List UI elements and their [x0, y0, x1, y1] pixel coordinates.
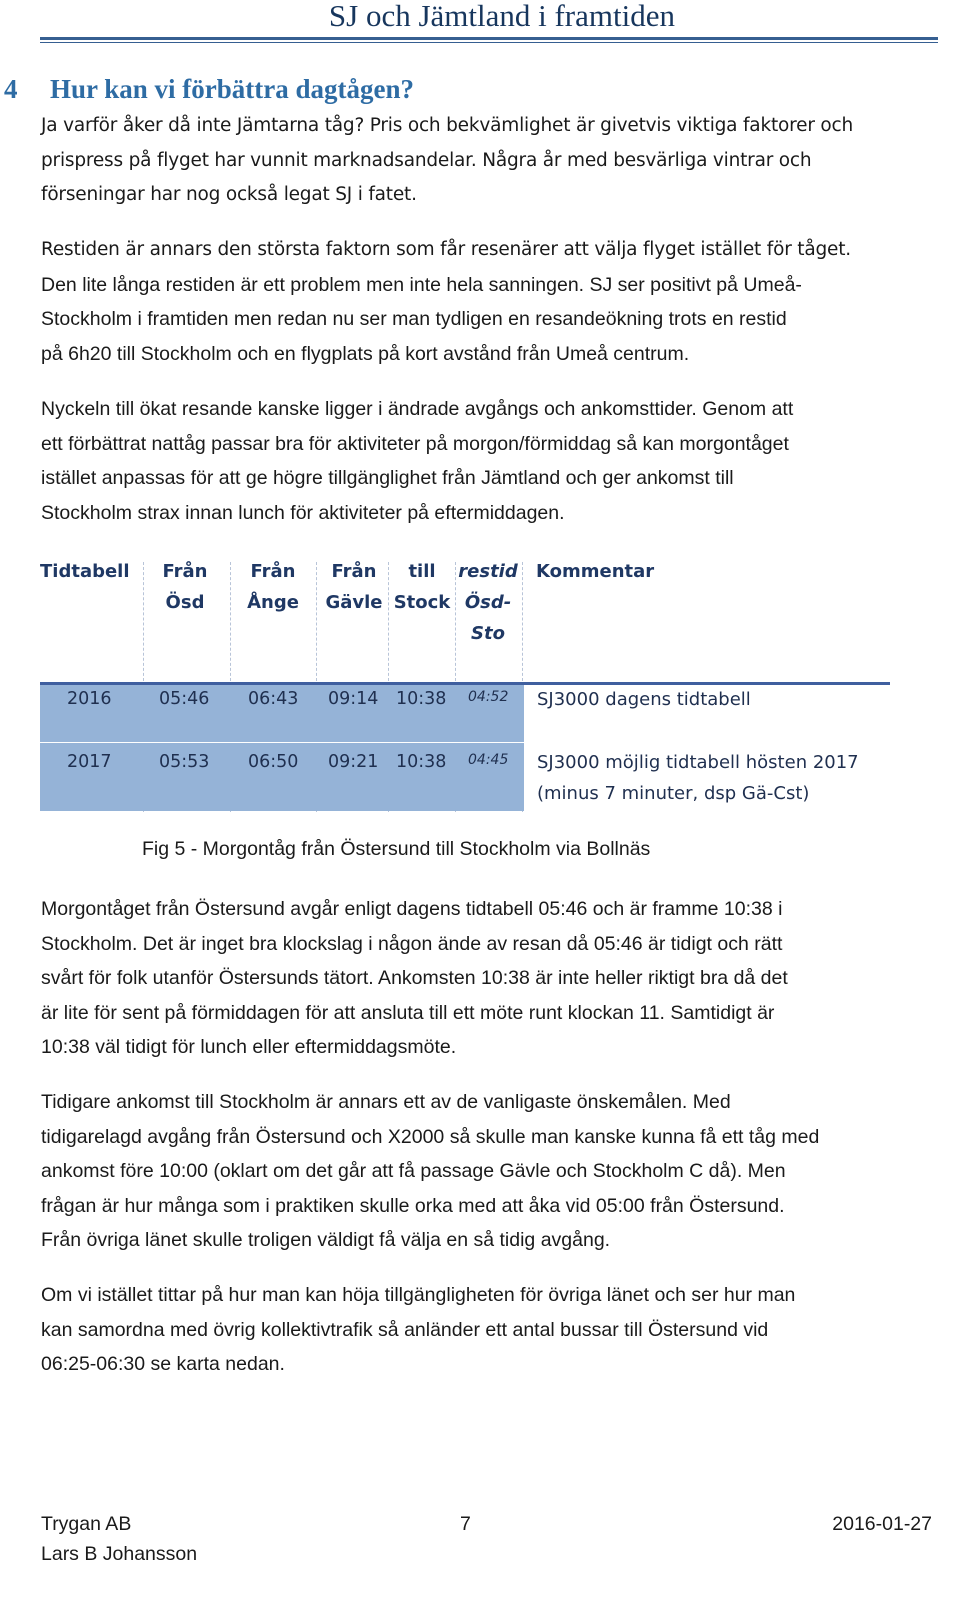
paragraph-4 — [41, 892, 941, 1065]
text-line: svårt för folk utanför Östersunds tätort. Ankomsten 10:38 är inte heller riktigt bra då det — [41, 967, 788, 990]
cell-stock: 10:38 — [396, 752, 447, 772]
cell-gavle: 09:14 — [328, 689, 379, 709]
cell-restid: 04:52 — [468, 689, 509, 705]
header-restid — [457, 556, 519, 649]
paragraph-5 — [41, 1085, 941, 1258]
header-line: Ånge — [247, 592, 299, 613]
header-line: Från — [162, 561, 208, 582]
text-line: Ja varför åker då inte Jämtarna tåg? Pris och bekvämlighet är givetvis viktiga faktorer och — [41, 115, 854, 136]
cell-ange: 06:43 — [248, 689, 299, 709]
header-line: Gävle — [325, 592, 383, 613]
text-line: Restiden är annars den största faktorn som får resenärer att välja flyget istället för tåget. — [41, 239, 851, 260]
text-line: 06:25-06:30 se karta nedan. — [41, 1353, 285, 1376]
text-line: Från övriga länet skulle troligen väldigt få välja en så tidig avgång. — [41, 1229, 611, 1252]
paragraph-1 — [41, 109, 941, 213]
paragraph-6 — [41, 1278, 941, 1382]
cell-ange: 06:50 — [248, 752, 299, 772]
page-header-title: SJ och Jämtland i framtiden — [328, 0, 675, 33]
text-line: Om vi istället tittar på hur man kan höja tillgängligheten för övriga länet och ser hur man — [41, 1284, 796, 1306]
cell-restid: 04:45 — [468, 752, 509, 768]
footer-page-number: 7 — [460, 1513, 471, 1535]
text-line: Tidigare ankomst till Stockholm är annars ett av de vanligaste önskemålen. Med — [41, 1091, 731, 1113]
paragraph-3 — [41, 392, 941, 530]
timetable-figure — [40, 556, 892, 816]
header-kommentar: Kommentar — [536, 561, 655, 582]
header-line: Ösd- — [464, 592, 512, 613]
text-line: Morgontåget från Östersund avgår enligt dagens tidtabell 05:46 och är framme 10:38 i — [41, 898, 783, 920]
text-line: är lite för sent på förmiddagen för att ansluta till ett möte runt klockan 11. Samtidigt är — [41, 1001, 775, 1024]
cell-year: 2016 — [67, 689, 112, 709]
header-line: Sto — [471, 623, 505, 644]
text-line: Stockholm strax innan lunch för aktiviteter på eftermiddagen. — [41, 501, 565, 524]
text-line: 10:38 väl tidigt för lunch eller eftermiddagsmöte. — [41, 1036, 457, 1059]
header-line: Stock — [393, 592, 451, 613]
header-line: Från — [250, 561, 296, 582]
cell-kommentar: SJ3000 dagens tidtabell — [537, 689, 751, 710]
cell-year: 2017 — [67, 752, 112, 772]
cell-stock: 10:38 — [396, 689, 447, 709]
header-fran-osd — [150, 556, 220, 618]
footer-company: Trygan AB — [41, 1513, 132, 1535]
text-line: frågan är hur många som i praktiken skulle orka med att åka vid 05:00 från Östersund. — [41, 1194, 785, 1217]
text-line: istället anpassas för att ge högre tillgänglighet från Jämtland och ger ankomst till — [41, 467, 734, 490]
header-rule-thin — [40, 42, 938, 43]
text-line: Den lite långa restiden är ett problem men inte hela sanningen. SJ ser positivt på Umeå- — [41, 273, 802, 296]
text-line: ankomst före 10:00 (oklart om det går att få passage Gävle och Stockholm C då). Men — [41, 1160, 786, 1183]
header-line: restid — [458, 561, 518, 582]
header-fran-gavle — [322, 556, 386, 618]
cell-kommentar: (minus 7 minuter, dsp Gä-Cst) — [537, 783, 810, 804]
header-fran-ange — [238, 556, 308, 618]
text-line: på 6h20 till Stockholm och en flygplats på kort avstånd från Umeå centrum. — [41, 342, 690, 365]
header-till-stock — [392, 556, 452, 618]
header-tidtabell: Tidtabell — [40, 561, 130, 582]
cell-osd: 05:46 — [159, 689, 210, 709]
text-line: Nyckeln till ökat resande kanske ligger i ändrade avgångs och ankomsttider. Genom att — [41, 398, 794, 420]
section-number: 4 — [4, 74, 18, 104]
text-line: förseningar har nog också legat SJ i fatet. — [41, 184, 417, 206]
header-line: Ösd — [165, 592, 205, 613]
text-line: Stockholm i framtiden men redan nu ser man tydligen en resandeökning trots en restid — [41, 308, 787, 331]
section-heading — [4, 74, 414, 105]
figure-caption: Fig 5 - Morgontåg från Östersund till Stockholm via Bollnäs — [142, 838, 651, 860]
header-line: Från — [331, 561, 377, 582]
cell-osd: 05:53 — [159, 752, 210, 772]
cell-gavle: 09:21 — [328, 752, 379, 772]
text-line: ett förbättrat nattåg passar bra för aktiviteter på morgon/förmiddag så kan morgontåget — [41, 432, 789, 455]
text-line: kan samordna med övrig kollektivtrafik så anländer ett antal bussar till Östersund vid — [41, 1318, 769, 1341]
paragraph-2 — [41, 233, 941, 371]
cell-kommentar: SJ3000 möjlig tidtabell hösten 2017 — [537, 752, 859, 773]
header-line: till — [408, 561, 436, 582]
text-line: tidigarelagd avgång från Östersund och X2000 så skulle man kanske kunna få ett tåg med — [41, 1125, 820, 1148]
footer-author: Lars B Johansson — [41, 1543, 198, 1565]
text-line: prispress på flyget har vunnit marknadsandelar. Några år med besvärliga vintrar och — [41, 149, 812, 171]
footer-date: 2016-01-27 — [832, 1513, 932, 1535]
text-line: Stockholm. Det är inget bra klockslag i någon ände av resan då 05:46 är tidigt och rätt — [41, 932, 783, 955]
section-title: Hur kan vi förbättra dagtågen? — [50, 74, 415, 104]
header-rule — [40, 37, 938, 40]
